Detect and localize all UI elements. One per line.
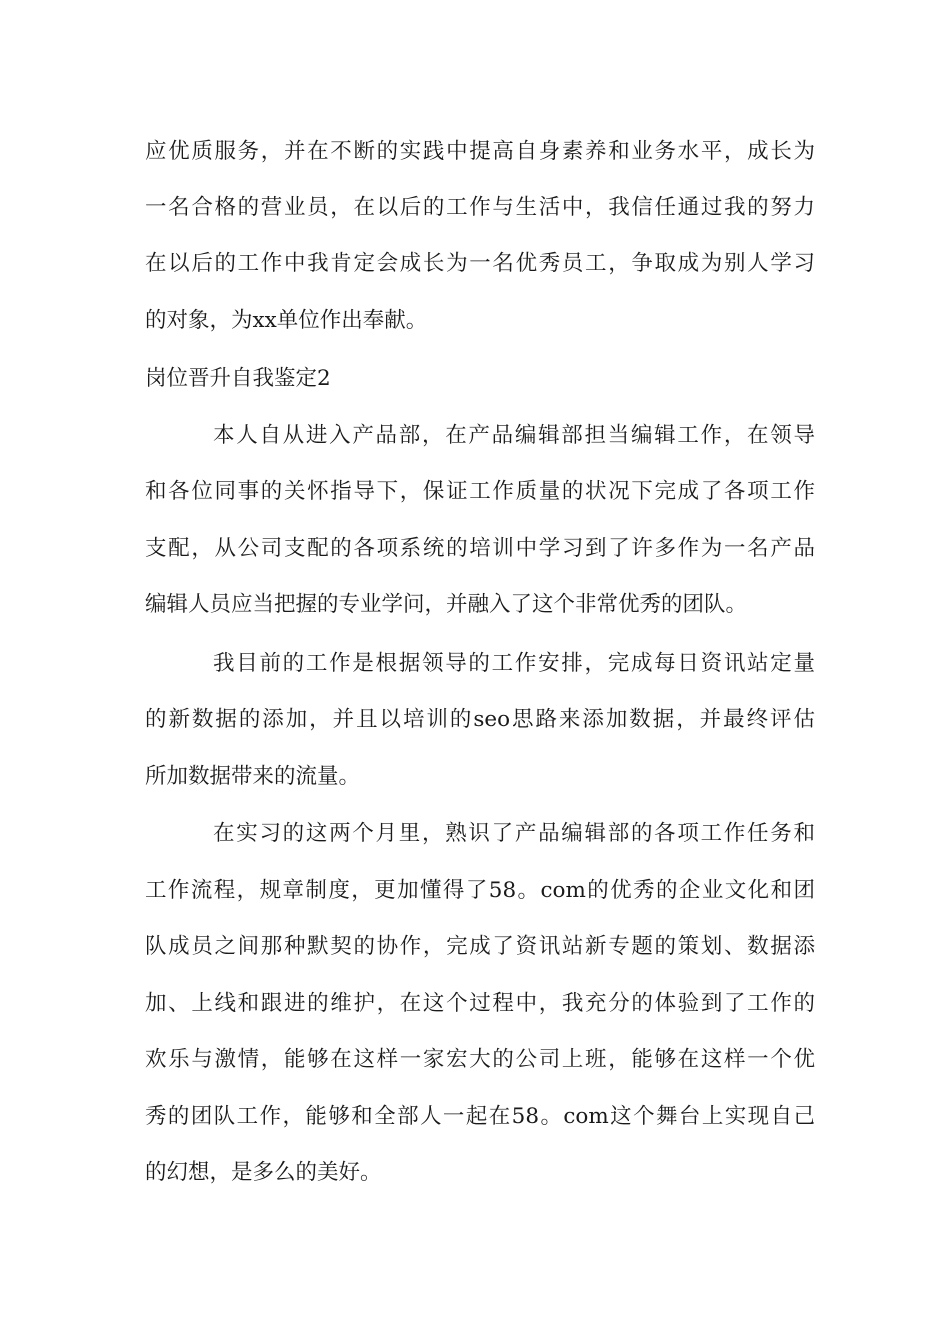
paragraph-1-line-3: 支配，从公司支配的各项系统的培训中学习到了许多作为一名产品 [145, 536, 815, 561]
paragraph-3-line-3: 队成员之间那种默契的协作，完成了资讯站新专题的策划、数据添 [145, 934, 815, 959]
paragraph-1-line-1: 本人自从进入产品部，在产品编辑部担当编辑工作，在领导 [213, 423, 815, 448]
paragraph-1-line-2: 和各位同事的关怀指导下，保证工作质量的状况下完成了各项工作 [145, 479, 815, 504]
paragraph-1-line-4: 编辑人员应当把握的专业学问，并融入了这个非常优秀的团队。 [145, 592, 748, 617]
intro-line-1: 应优质服务，并在不断的实践中提高自身素养和业务水平，成长为 [145, 139, 815, 164]
intro-line-4: 的对象，为xx单位作出奉献。 [145, 308, 428, 333]
intro-line-2: 一名合格的营业员，在以后的工作与生活中，我信任通过我的努力 [145, 195, 815, 220]
paragraph-3-line-1: 在实习的这两个月里，熟识了产品编辑部的各项工作任务和 [213, 821, 815, 846]
paragraph-3-line-7: 的幻想，是多么的美好。 [145, 1160, 382, 1185]
section-heading: 岗位晋升自我鉴定2 [145, 366, 331, 391]
paragraph-2-line-3: 所加数据带来的流量。 [145, 764, 361, 789]
paragraph-3-line-2: 工作流程，规章制度，更加懂得了58。com的优秀的企业文化和团 [145, 878, 815, 903]
paragraph-3-line-4: 加、上线和跟进的维护，在这个过程中，我充分的体验到了工作的 [145, 991, 815, 1016]
paragraph-3-line-6: 秀的团队工作，能够和全部人一起在58。com这个舞台上实现自己 [145, 1104, 815, 1129]
paragraph-3-line-5: 欢乐与激情，能够在这样一家宏大的公司上班，能够在这样一个优 [145, 1047, 815, 1072]
paragraph-2-line-1: 我目前的工作是根据领导的工作安排，完成每日资讯站定量 [213, 651, 815, 676]
intro-line-3: 在以后的工作中我肯定会成长为一名优秀员工，争取成为别人学习 [145, 251, 815, 276]
paragraph-2-line-2: 的新数据的添加，并且以培训的seo思路来添加数据，并最终评估 [145, 707, 815, 732]
